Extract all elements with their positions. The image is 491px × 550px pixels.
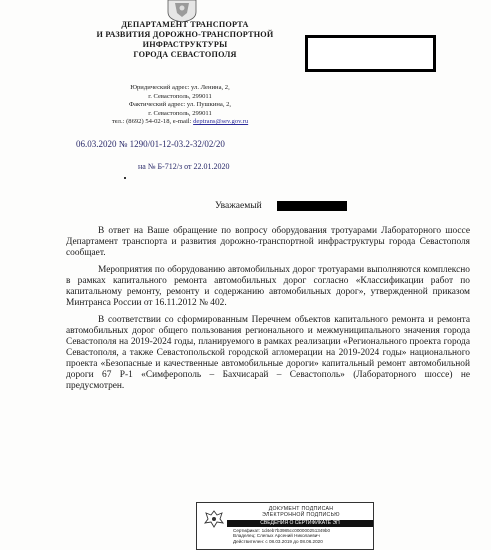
paragraph: Мероприятия по оборудованию автомобильных дорог тротуарами выполняются комплексно в рамках капитального ремонта автомобильных дорог согласно «Классификации работ по капитальному ремонту, ремонту и содержанию автомобильных дорог», утвержденной приказом Минтранса России от 16.11.2012 № 402. bbox=[66, 265, 470, 308]
address-line: г. Севастополь, 299011 bbox=[148, 92, 212, 100]
letter-body bbox=[66, 226, 470, 398]
stamp-detail-line: Действителен: с 08.03.2019 до 08.06.2020 bbox=[233, 538, 323, 544]
contact-phone: тел.: (8692) 54-02-18, e-mail: bbox=[111, 118, 194, 126]
outgoing-number: 06.03.2020 № 1290/01-12-03.2-32/02/20 bbox=[76, 139, 225, 149]
stamp-title-line: ЭЛЕКТРОННОЙ ПОДПИСЬЮ bbox=[262, 512, 340, 518]
paragraph: В ответ на Ваше обращение по вопросу оборудования тротуарами Лабораторного шоссе Департамент транспорта и развития дорожно-транспортной инфраструктуры города Севастополя сообщает. bbox=[66, 226, 470, 258]
dept-line: ИНФРАСТРУКТУРЫ bbox=[142, 40, 228, 49]
department-address bbox=[60, 84, 300, 127]
stamp-title-line: ДОКУМЕНТ ПОДПИСАН bbox=[268, 506, 334, 512]
dept-line: ДЕПАРТАМЕНТ ТРАНСПОРТА bbox=[121, 20, 249, 29]
stamp-detail-line: Владелец: Слепых Арсений Николаевич bbox=[233, 533, 320, 539]
dept-line: ГОРОДА СЕВАСТОПОЛЯ bbox=[133, 50, 237, 59]
address-line: г. Севастополь, 299011 bbox=[148, 109, 212, 117]
stamp-detail-line: Сертификат: 1d4eb7b3985cc000000251349b0 bbox=[233, 528, 331, 533]
electronic-signature-stamp bbox=[196, 502, 374, 550]
address-line: Юридический адрес: ул. Ленина, 2, bbox=[130, 84, 230, 91]
contact-line bbox=[60, 118, 300, 127]
dept-line: И РАЗВИТИЯ ДОРОЖНО-ТРАНСПОРТНОЙ bbox=[96, 30, 274, 39]
stamp-title bbox=[231, 506, 371, 518]
greeting: Уважаемый bbox=[215, 201, 262, 211]
stamp-details bbox=[233, 528, 373, 544]
stamp-band: СВЕДЕНИЯ О СЕРТИФИКАТЕ ЭП bbox=[227, 520, 373, 527]
email-link[interactable]: deptrans@sev.gov.ru bbox=[193, 118, 249, 126]
paragraph: В соответствии со сформированным Перечнем объектов капитального ремонта и ремонта автомобильных дорог общего пользования регионального и межмуниципального значения города Севастополя на 2019-2024 годы, планируемого в рамках реализации «Регионального проекта города Севастополя, а также Севастопольской городской агломерации на 2019-2024 годы» национального проекта «Безопасные и качественные автомобильные дороги» капитальный ремонт автомобильной дороги 67 Р-1 «Симферополь – Бахчисарай – Севастополь» (Лабораторного шоссе) не предусмотрен. bbox=[66, 315, 470, 391]
greeting-name-redacted bbox=[277, 201, 347, 211]
ink-dot bbox=[124, 177, 126, 179]
recipient-redacted-box bbox=[305, 35, 436, 72]
address-line: Фактический адрес: ул. Пушкина, 2, bbox=[128, 101, 232, 109]
department-name bbox=[60, 20, 310, 60]
sevastopol-coat-of-arms-icon bbox=[165, 0, 199, 22]
reference-number: на № Б-712/з от 22.01.2020 bbox=[138, 162, 230, 171]
eagle-crest-icon bbox=[203, 509, 225, 529]
